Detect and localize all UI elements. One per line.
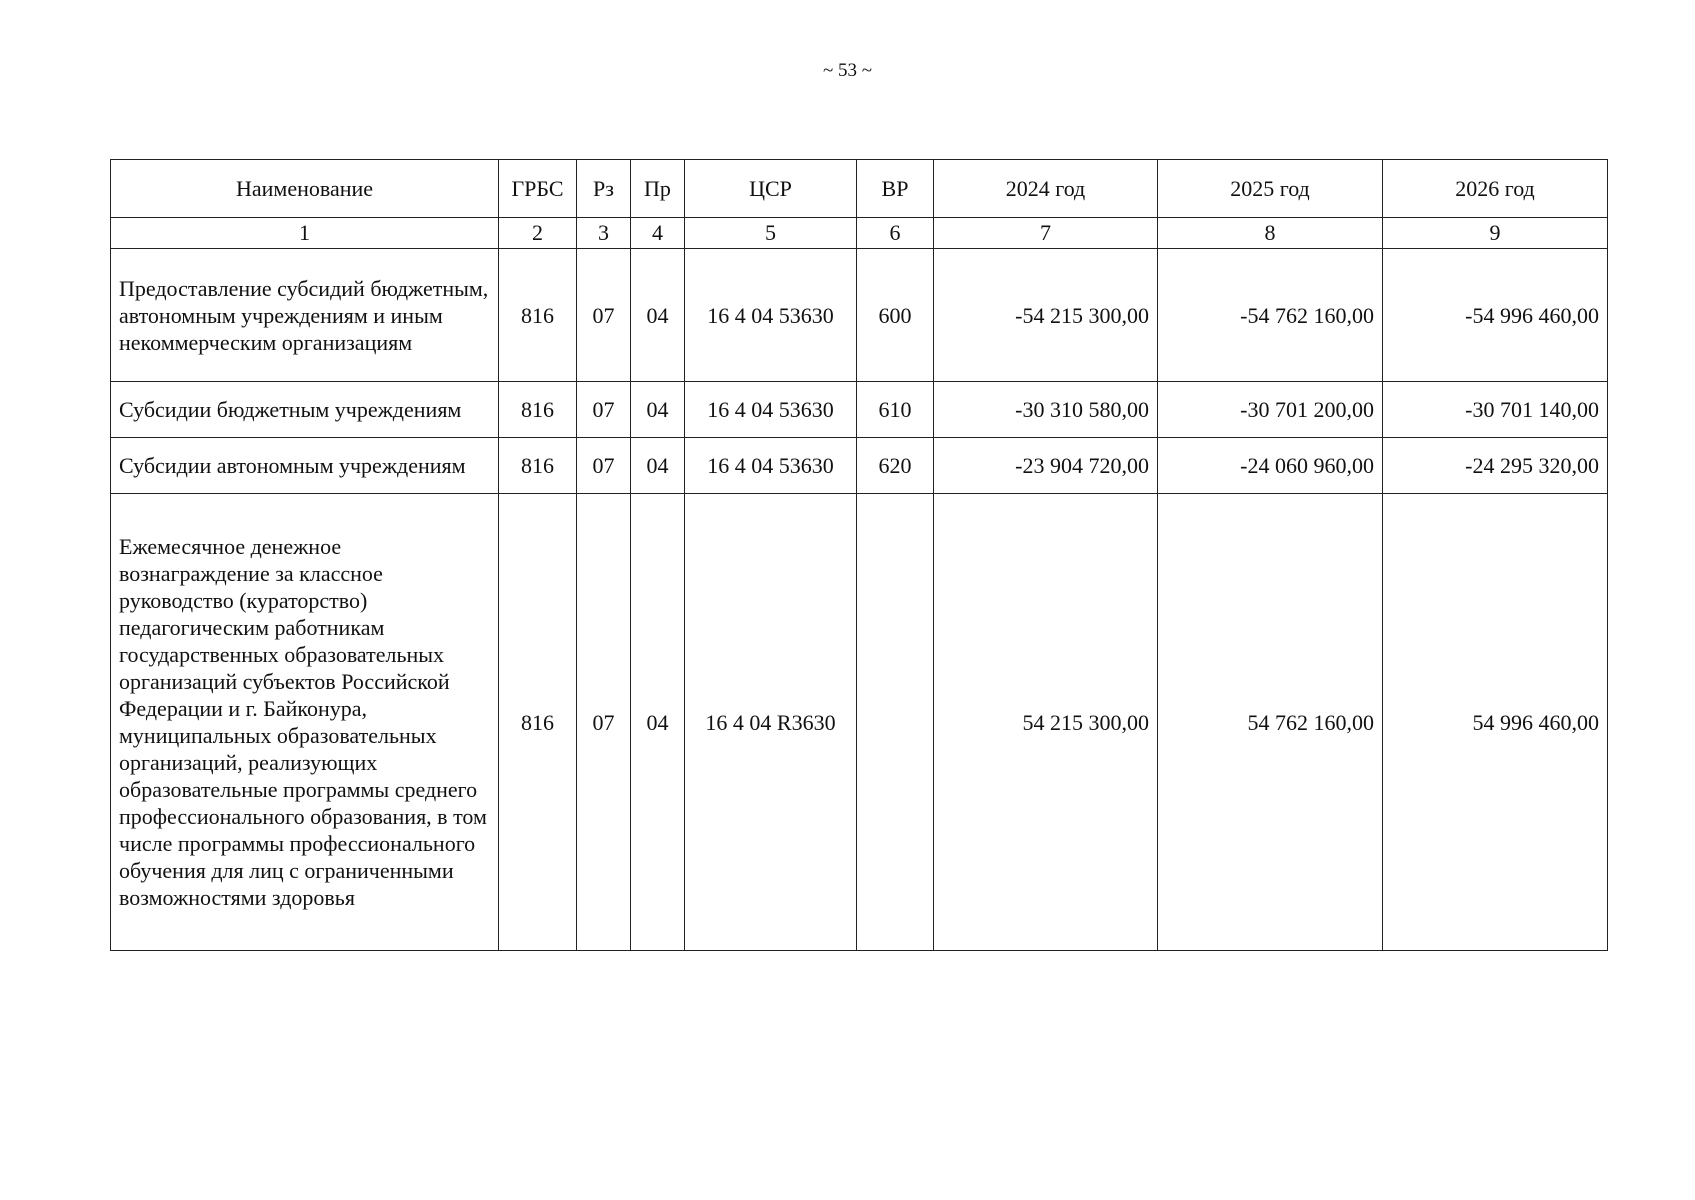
row-rz: 07 [577,382,631,438]
row-csr: 16 4 04 53630 [685,382,857,438]
row-name: Субсидии автономным учреждениям [111,438,499,494]
column-number: 1 [111,218,499,249]
header-pr: Пр [631,160,685,218]
header-vr: ВР [857,160,934,218]
column-number: 6 [857,218,934,249]
header-rz: Рз [577,160,631,218]
header-2024: 2024 год [934,160,1158,218]
row-vr: 600 [857,249,934,382]
column-number: 8 [1158,218,1383,249]
row-name: Субсидии бюджетным учреждениям [111,382,499,438]
header-csr: ЦСР [685,160,857,218]
row-amount-2024: -23 904 720,00 [934,438,1158,494]
row-amount-2025: -30 701 200,00 [1158,382,1383,438]
row-amount-2025: -24 060 960,00 [1158,438,1383,494]
row-grbs: 816 [499,382,577,438]
column-number: 4 [631,218,685,249]
header-name: Наименование [111,160,499,218]
row-amount-2025: -54 762 160,00 [1158,249,1383,382]
header-grbs: ГРБС [499,160,577,218]
table-row [111,494,1608,951]
page-number: ~ 53 ~ [822,60,873,81]
row-csr: 16 4 04 53630 [685,249,857,382]
table-row [111,249,1608,382]
row-amount-2026: -54 996 460,00 [1383,249,1608,382]
table-row [111,438,1608,494]
row-amount-2024: -54 215 300,00 [934,249,1158,382]
table-row [111,382,1608,438]
row-grbs: 816 [499,249,577,382]
row-amount-2026: 54 996 460,00 [1383,494,1608,951]
column-number-row [111,218,1608,249]
row-amount-2024: 54 215 300,00 [934,494,1158,951]
row-rz: 07 [577,249,631,382]
column-number: 2 [499,218,577,249]
column-number: 5 [685,218,857,249]
column-number: 9 [1383,218,1608,249]
row-pr: 04 [631,382,685,438]
row-amount-2024: -30 310 580,00 [934,382,1158,438]
row-amount-2026: -24 295 320,00 [1383,438,1608,494]
row-pr: 04 [631,494,685,951]
row-pr: 04 [631,249,685,382]
row-grbs: 816 [499,494,577,951]
row-pr: 04 [631,438,685,494]
row-vr: 620 [857,438,934,494]
row-amount-2026: -30 701 140,00 [1383,382,1608,438]
column-number: 7 [934,218,1158,249]
row-csr: 16 4 04 R3630 [685,494,857,951]
header-2026: 2026 год [1383,160,1608,218]
row-amount-2025: 54 762 160,00 [1158,494,1383,951]
row-vr [857,494,934,951]
row-name: Ежемесячное денежное вознаграждение за классное руководство (кураторство) педагогическим работникам государственных образовательных организаций субъектов Российской Федерации и г. Байконура, муниципальных образовательных организаций, реализующих образовательные программы среднего профессионального образования, в том числе программы профессионального обучения для лиц с ограниченными возможностями здоровья [111,494,499,951]
row-name: Предоставление субсидий бюджетным, автономным учреждениям и иным некоммерческим организациям [111,249,499,382]
row-csr: 16 4 04 53630 [685,438,857,494]
column-number: 3 [577,218,631,249]
header-row [111,160,1608,218]
budget-table [110,159,1608,951]
row-grbs: 816 [499,438,577,494]
row-rz: 07 [577,494,631,951]
header-2025: 2025 год [1158,160,1383,218]
row-vr: 610 [857,382,934,438]
row-rz: 07 [577,438,631,494]
